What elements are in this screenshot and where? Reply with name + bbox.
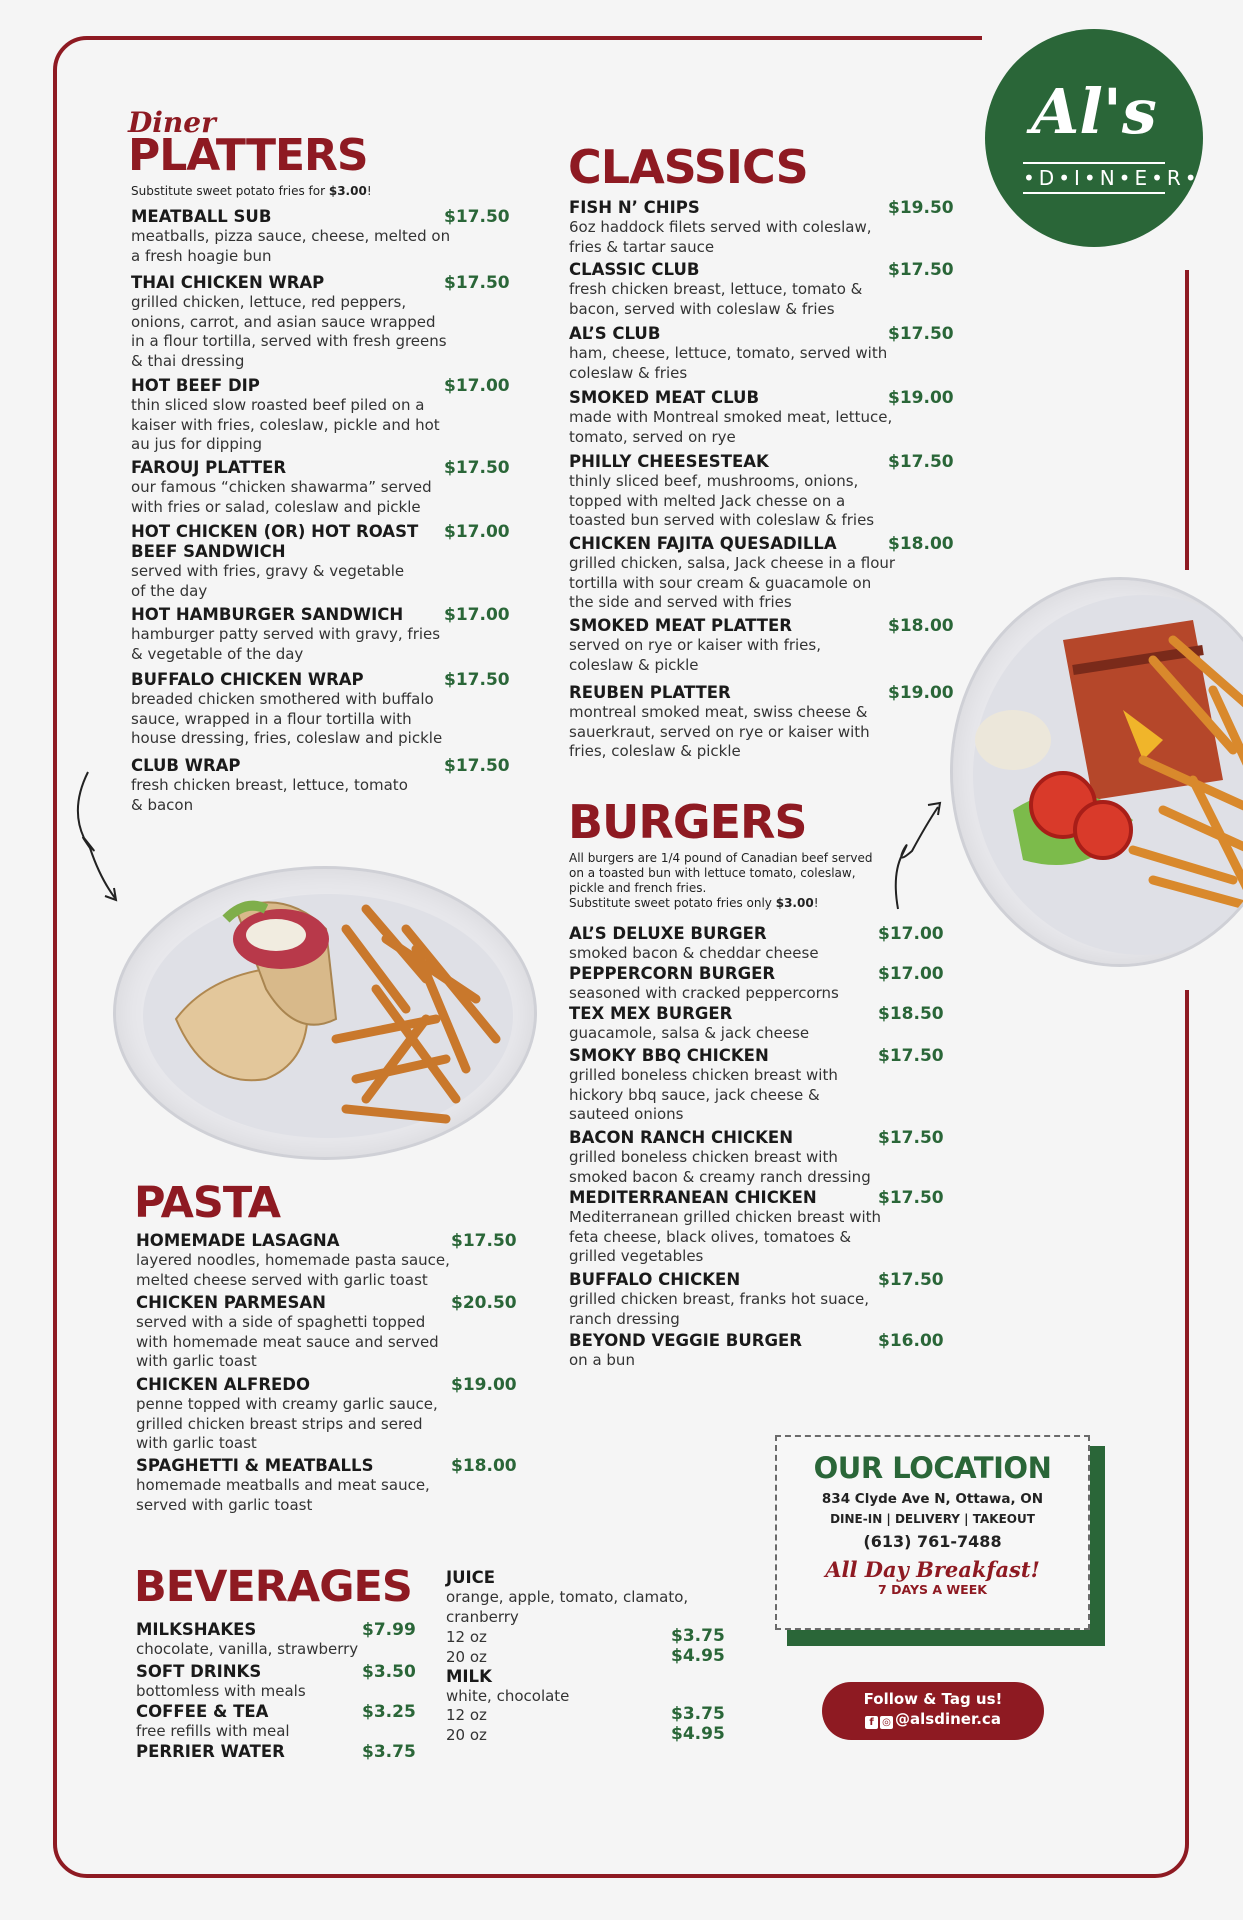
item-name: MEATBALL SUB	[131, 207, 272, 226]
item-name: SOFT DRINKS	[136, 1662, 262, 1681]
milk-price-12: $3.75	[671, 1704, 725, 1724]
menu-item	[569, 452, 968, 531]
item-price: $19.00	[888, 388, 954, 408]
social-handle[interactable]: @alsdiner.ca	[895, 1710, 1001, 1728]
menu-item	[136, 1293, 531, 1372]
item-name: PERRIER WATER	[136, 1742, 285, 1761]
location-address: 834 Clyde Ave N, Ottawa, ON	[821, 1491, 1044, 1507]
item-name: PEPPERCORN BURGER	[569, 964, 776, 983]
item-description: with garlic toast	[136, 1434, 257, 1452]
item-description: grilled chicken, lettuce, red peppers,	[131, 293, 407, 311]
beverage-item	[136, 1662, 426, 1702]
item-name: HOT BEEF DIP	[131, 376, 260, 395]
item-description: sauerkraut, served on rye or kaiser with	[569, 722, 870, 741]
beverage-item	[136, 1742, 426, 1762]
platters-title: PLATTERS	[128, 130, 368, 181]
menu-item	[131, 376, 524, 455]
menu-item	[131, 522, 524, 601]
menu-item	[569, 616, 968, 675]
item-description: 6oz haddock filets served with coleslaw,	[569, 218, 872, 236]
item-description: the side and served with fries	[569, 593, 792, 611]
item-name: BACON RANCH CHICKEN	[569, 1128, 794, 1147]
item-price: $19.00	[451, 1375, 517, 1395]
item-price: $7.99	[362, 1620, 416, 1640]
item-description: smoked bacon & creamy ranch dressing	[569, 1167, 871, 1186]
item-name: BUFFALO CHICKEN WRAP	[131, 670, 364, 689]
item-price: $17.00	[444, 522, 510, 542]
item-description: thinly sliced beef, mushrooms, onions,	[569, 472, 859, 490]
item-description: grilled boneless chicken breast with	[569, 1066, 838, 1084]
item-description: coleslaw & fries	[569, 363, 688, 382]
item-description: with homemade meat sauce and served	[136, 1332, 439, 1351]
item-description: fries, coleslaw & pickle	[569, 742, 741, 760]
item-description: fresh chicken breast, lettuce, tomato	[131, 776, 408, 794]
item-description: served with garlic toast	[136, 1495, 313, 1514]
item-name: THAI CHICKEN WRAP	[131, 273, 325, 292]
item-description: & vegetable of the day	[131, 644, 304, 663]
all-day-breakfast: All Day Breakfast!	[825, 1557, 1040, 1582]
juice-size-20: 20 oz	[446, 1648, 487, 1666]
item-price: $17.00	[444, 376, 510, 396]
item-description: fresh chicken breast, lettuce, tomato &	[569, 280, 863, 298]
menu-item	[131, 458, 524, 517]
item-description: hickory bbq sauce, jack cheese &	[569, 1085, 820, 1104]
item-description: our famous “chicken shawarma” served	[131, 478, 432, 496]
item-description: layered noodles, homemade pasta sauce,	[136, 1251, 450, 1269]
burgers-note: All burgers are 1/4 pound of Canadian beef served on a toasted bun with lettuce tomato, coleslaw, pickle and french fries. Substitute sweet potato fries only $3.00!	[569, 851, 873, 910]
item-price: $17.50	[878, 1128, 944, 1148]
item-name-line2: BEEF SANDWICH	[131, 542, 286, 561]
item-price: $17.00	[444, 605, 510, 625]
item-price: $18.50	[878, 1004, 944, 1024]
menu-item	[569, 1128, 958, 1187]
item-description: grilled chicken breast strips and sered	[136, 1414, 423, 1433]
item-name: CHICKEN FAJITA QUESADILLA	[569, 534, 837, 553]
item-description: au jus for dipping	[131, 435, 263, 453]
milk-price-20: $4.95	[671, 1724, 725, 1744]
item-description: kaiser with fries, coleslaw, pickle and hot	[131, 415, 440, 434]
item-price: $18.00	[888, 534, 954, 554]
item-description: toasted bun served with coleslaw & fries	[569, 511, 875, 529]
item-price: $17.50	[444, 756, 510, 776]
menu-item	[136, 1456, 531, 1515]
location-box	[775, 1435, 1090, 1630]
follow-badge[interactable]	[822, 1682, 1044, 1740]
item-price: $20.50	[451, 1293, 517, 1313]
logo-script: Al's	[1031, 75, 1157, 148]
item-name: AL’S DELUXE BURGER	[569, 924, 767, 943]
beverage-item	[136, 1702, 426, 1742]
menu-item	[569, 198, 968, 257]
item-name: SPAGHETTI & MEATBALLS	[136, 1456, 374, 1475]
curved-arrow-icon	[888, 795, 948, 915]
item-description: thin sliced slow roasted beef piled on a	[131, 396, 425, 414]
wrap-and-fries-photo	[113, 866, 537, 1160]
item-price: $17.00	[878, 964, 944, 984]
follow-label: Follow & Tag us!	[863, 1690, 1003, 1708]
item-description: topped with melted Jack chesse on a	[569, 491, 846, 510]
item-description: sauteed onions	[569, 1105, 684, 1123]
item-price: $17.00	[878, 924, 944, 944]
item-price: $17.50	[878, 1188, 944, 1208]
item-description: grilled chicken, salsa, Jack cheese in a flour	[569, 554, 896, 572]
juice-size-12: 12 oz	[446, 1628, 487, 1646]
item-description: coleslaw & pickle	[569, 655, 699, 674]
item-description: & bacon	[131, 795, 194, 814]
item-description: bottomless with meals	[136, 1682, 306, 1700]
item-name: SMOKY BBQ CHICKEN	[569, 1046, 769, 1065]
item-description: made with Montreal smoked meat, lettuce,	[569, 408, 893, 426]
menu-item	[569, 388, 968, 447]
item-price: $3.25	[362, 1702, 416, 1722]
item-name: AL’S CLUB	[569, 324, 661, 343]
item-price: $17.50	[888, 260, 954, 280]
item-description: of the day	[131, 581, 208, 600]
facebook-icon[interactable]: f	[865, 1716, 878, 1729]
item-description: guacamole, salsa & jack cheese	[569, 1024, 810, 1042]
item-price: $17.50	[888, 324, 954, 344]
menu-item	[131, 670, 524, 749]
beverages-title: BEVERAGES	[134, 1562, 412, 1612]
item-description: onions, carrot, and asian sauce wrapped	[131, 312, 436, 331]
item-price: $3.50	[362, 1662, 416, 1682]
menu-item	[569, 683, 968, 762]
item-price: $16.00	[878, 1331, 944, 1351]
item-description: tortilla with sour cream & guacamole on	[569, 573, 872, 592]
item-description: melted cheese served with garlic toast	[136, 1270, 428, 1289]
item-name: CHICKEN PARMESAN	[136, 1293, 326, 1312]
menu-item	[569, 324, 968, 383]
item-description: fries & tartar sauce	[569, 237, 715, 256]
item-price: $3.75	[362, 1742, 416, 1762]
item-name: MEDITERRANEAN CHICKEN	[569, 1188, 817, 1207]
location-phone[interactable]: (613) 761-7488	[863, 1532, 1002, 1551]
item-price: $18.00	[888, 616, 954, 636]
menu-item	[569, 534, 968, 613]
milk-item: MILK white, chocolate	[446, 1667, 570, 1705]
menu-item	[569, 260, 968, 319]
menu-item	[136, 1231, 531, 1290]
item-name: FISH N’ CHIPS	[569, 198, 700, 217]
item-description: free refills with meal	[136, 1722, 290, 1740]
item-description: hamburger patty served with gravy, fries	[131, 625, 441, 643]
item-name: CLUB WRAP	[131, 756, 241, 775]
menu-item	[569, 1331, 958, 1371]
item-name: TEX MEX BURGER	[569, 1004, 733, 1023]
item-description: Mediterranean grilled chicken breast with	[569, 1208, 882, 1226]
item-name: MILKSHAKES	[136, 1620, 257, 1639]
item-description: penne topped with creamy garlic sauce,	[136, 1395, 438, 1413]
item-description: feta cheese, black olives, tomatoes &	[569, 1227, 852, 1246]
item-name: FAROUJ PLATTER	[131, 458, 287, 477]
item-description: seasoned with cracked peppercorns	[569, 984, 839, 1002]
item-description: house dressing, fries, coleslaw and pickle	[131, 729, 443, 747]
item-description: grilled boneless chicken breast with	[569, 1148, 838, 1166]
menu-item	[569, 1188, 958, 1267]
item-description: & thai dressing	[131, 351, 245, 370]
item-description: grilled vegetables	[569, 1247, 704, 1265]
menu-item	[569, 1046, 958, 1125]
item-description: with fries or salad, coleslaw and pickle	[131, 497, 421, 516]
item-name: CLASSIC CLUB	[569, 260, 700, 279]
burgers-title: BURGERS	[568, 795, 807, 849]
beverage-item	[136, 1620, 426, 1660]
location-title: OUR LOCATION	[813, 1451, 1052, 1485]
menu-item	[131, 756, 524, 815]
item-name: HOT CHICKEN (OR) HOT ROAST	[131, 522, 419, 541]
menu-item	[136, 1375, 531, 1454]
item-name: CHICKEN ALFREDO	[136, 1375, 311, 1394]
item-description: breaded chicken smothered with buffalo	[131, 690, 434, 708]
item-description: bacon, served with coleslaw & fries	[569, 299, 835, 318]
item-price: $17.50	[444, 273, 510, 293]
item-name: HOT HAMBURGER SANDWICH	[131, 605, 404, 624]
als-diner-logo	[985, 29, 1203, 247]
instagram-icon[interactable]: ◎	[880, 1716, 893, 1729]
item-description: served with fries, gravy & vegetable	[131, 562, 405, 580]
item-price: $17.50	[878, 1046, 944, 1066]
item-description: chocolate, vanilla, strawberry	[136, 1640, 359, 1658]
item-description: ham, cheese, lettuce, tomato, served with	[569, 344, 888, 362]
item-description: meatballs, pizza sauce, cheese, melted on	[131, 227, 451, 245]
pasta-title: PASTA	[134, 1178, 281, 1228]
menu-item	[569, 924, 958, 964]
item-description: a fresh hoagie bun	[131, 246, 272, 265]
item-name: BEYOND VEGGIE BURGER	[569, 1331, 802, 1350]
classics-title: CLASSICS	[568, 140, 808, 194]
item-name: REUBEN PLATTER	[569, 683, 731, 702]
milk-size-20: 20 oz	[446, 1726, 487, 1744]
platters-script: Diner	[128, 106, 216, 139]
menu-item	[131, 605, 524, 664]
milk-size-12: 12 oz	[446, 1706, 487, 1724]
item-description: ranch dressing	[569, 1309, 680, 1328]
item-name: HOMEMADE LASAGNA	[136, 1231, 340, 1250]
menu-item	[569, 1270, 958, 1329]
item-name: SMOKED MEAT PLATTER	[569, 616, 792, 635]
item-description: with garlic toast	[136, 1352, 257, 1370]
seven-days: 7 DAYS A WEEK	[878, 1582, 987, 1597]
location-services: DINE-IN | DELIVERY | TAKEOUT	[830, 1512, 1035, 1526]
juice-price-12: $3.75	[671, 1626, 725, 1646]
item-price: $18.00	[451, 1456, 517, 1476]
item-description: montreal smoked meat, swiss cheese &	[569, 703, 868, 721]
item-description: in a flour tortilla, served with fresh greens	[131, 332, 447, 350]
juice-item: JUICE orange, apple, tomato, clamato, cranberry	[446, 1568, 689, 1626]
menu-item	[569, 964, 958, 1004]
platters-note: Substitute sweet potato fries for $3.00!	[131, 184, 372, 198]
menu-item	[131, 273, 524, 371]
logo-subtitle: •D•I•N•E•R•	[1023, 162, 1165, 194]
curved-arrow-icon	[70, 768, 130, 908]
item-price: $19.00	[888, 683, 954, 703]
item-price: $17.50	[444, 207, 510, 227]
item-price: $17.50	[451, 1231, 517, 1251]
item-description: homemade meatballs and meat sauce,	[136, 1476, 430, 1494]
item-description: smoked bacon & cheddar cheese	[569, 944, 819, 962]
juice-price-20: $4.95	[671, 1646, 725, 1666]
item-description: served on rye or kaiser with fries,	[569, 636, 821, 654]
item-price: $17.50	[444, 458, 510, 478]
item-price: $17.50	[444, 670, 510, 690]
menu-item	[569, 1004, 958, 1044]
item-description: grilled chicken breast, franks hot suace,	[569, 1290, 870, 1308]
item-description: on a bun	[569, 1351, 635, 1369]
item-price: $19.50	[888, 198, 954, 218]
item-description: served with a side of spaghetti topped	[136, 1313, 426, 1331]
item-name: PHILLY CHEESESTEAK	[569, 452, 769, 471]
item-name: BUFFALO CHICKEN	[569, 1270, 741, 1289]
item-description: tomato, served on rye	[569, 427, 736, 446]
item-price: $17.50	[888, 452, 954, 472]
menu-item	[131, 207, 524, 266]
item-price: $17.50	[878, 1270, 944, 1290]
item-description: sauce, wrapped in a flour tortilla with	[131, 709, 412, 728]
item-name: SMOKED MEAT CLUB	[569, 388, 760, 407]
item-name: COFFEE & TEA	[136, 1702, 269, 1721]
